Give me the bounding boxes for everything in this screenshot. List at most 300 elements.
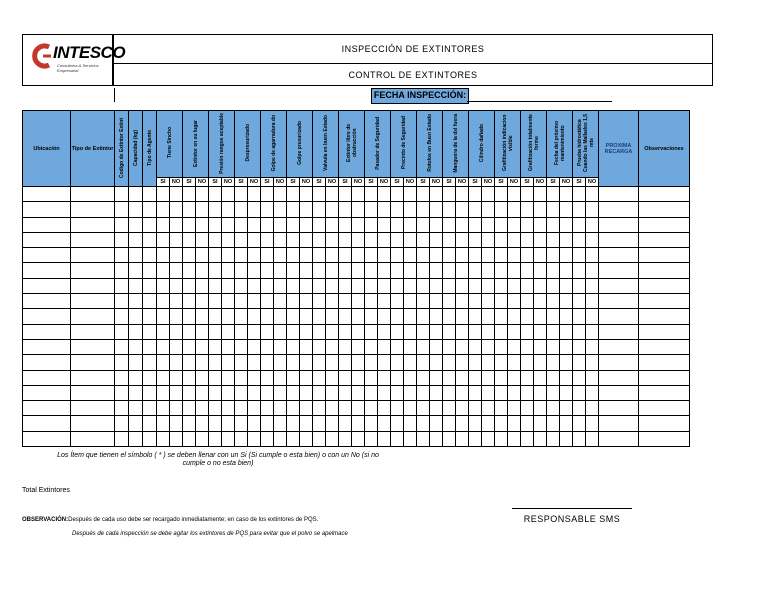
table-cell[interactable]	[248, 339, 261, 354]
table-cell[interactable]	[183, 263, 196, 278]
table-cell[interactable]	[365, 217, 378, 232]
table-cell[interactable]	[599, 339, 639, 354]
table-cell[interactable]	[586, 431, 599, 446]
table-cell[interactable]	[365, 370, 378, 385]
table-cell[interactable]	[170, 278, 183, 293]
table-cell[interactable]	[261, 217, 274, 232]
table-cell[interactable]	[222, 355, 235, 370]
table-cell[interactable]	[443, 416, 456, 431]
table-cell[interactable]	[391, 385, 404, 400]
table-cell[interactable]	[326, 324, 339, 339]
table-cell[interactable]	[326, 294, 339, 309]
table-cell[interactable]	[115, 355, 129, 370]
table-cell[interactable]	[391, 248, 404, 263]
table-cell[interactable]	[23, 401, 71, 416]
table-cell[interactable]	[313, 401, 326, 416]
table-cell[interactable]	[274, 431, 287, 446]
table-cell[interactable]	[170, 187, 183, 202]
table-cell[interactable]	[417, 248, 430, 263]
table-cell[interactable]	[508, 385, 521, 400]
table-cell[interactable]	[222, 187, 235, 202]
table-cell[interactable]	[573, 431, 586, 446]
table-cell[interactable]	[183, 232, 196, 247]
table-cell[interactable]	[71, 431, 115, 446]
table-cell[interactable]	[391, 187, 404, 202]
table-cell[interactable]	[313, 278, 326, 293]
table-cell[interactable]	[129, 278, 143, 293]
table-cell[interactable]	[129, 370, 143, 385]
table-cell[interactable]	[170, 370, 183, 385]
table-cell[interactable]	[129, 263, 143, 278]
table-cell[interactable]	[378, 217, 391, 232]
table-cell[interactable]	[365, 416, 378, 431]
table-cell[interactable]	[365, 202, 378, 217]
table-cell[interactable]	[586, 370, 599, 385]
table-cell[interactable]	[313, 202, 326, 217]
table-cell[interactable]	[495, 339, 508, 354]
table-cell[interactable]	[300, 339, 313, 354]
table-cell[interactable]	[508, 431, 521, 446]
table-cell[interactable]	[287, 248, 300, 263]
table-cell[interactable]	[404, 401, 417, 416]
table-cell[interactable]	[534, 416, 547, 431]
table-cell[interactable]	[196, 217, 209, 232]
table-cell[interactable]	[313, 248, 326, 263]
table-cell[interactable]	[469, 370, 482, 385]
table-cell[interactable]	[326, 431, 339, 446]
table-cell[interactable]	[586, 187, 599, 202]
table-cell[interactable]	[115, 370, 129, 385]
table-cell[interactable]	[326, 263, 339, 278]
table-cell[interactable]	[534, 263, 547, 278]
table-cell[interactable]	[417, 339, 430, 354]
table-cell[interactable]	[456, 385, 469, 400]
table-cell[interactable]	[300, 385, 313, 400]
table-cell[interactable]	[71, 217, 115, 232]
table-cell[interactable]	[508, 217, 521, 232]
table-cell[interactable]	[222, 294, 235, 309]
table-cell[interactable]	[143, 355, 157, 370]
table-cell[interactable]	[495, 248, 508, 263]
table-cell[interactable]	[378, 324, 391, 339]
table-cell[interactable]	[170, 385, 183, 400]
table-cell[interactable]	[534, 187, 547, 202]
table-cell[interactable]	[456, 431, 469, 446]
table-cell[interactable]	[339, 339, 352, 354]
table-cell[interactable]	[157, 278, 170, 293]
table-cell[interactable]	[365, 187, 378, 202]
table-cell[interactable]	[599, 385, 639, 400]
table-cell[interactable]	[599, 370, 639, 385]
table-cell[interactable]	[209, 278, 222, 293]
table-cell[interactable]	[339, 355, 352, 370]
table-cell[interactable]	[300, 431, 313, 446]
table-cell[interactable]	[274, 309, 287, 324]
table-cell[interactable]	[456, 416, 469, 431]
table-cell[interactable]	[391, 401, 404, 416]
table-cell[interactable]	[339, 187, 352, 202]
table-cell[interactable]	[71, 370, 115, 385]
table-cell[interactable]	[547, 324, 560, 339]
table-cell[interactable]	[287, 401, 300, 416]
table-cell[interactable]	[339, 431, 352, 446]
table-cell[interactable]	[547, 401, 560, 416]
table-cell[interactable]	[599, 263, 639, 278]
table-cell[interactable]	[209, 370, 222, 385]
table-cell[interactable]	[586, 263, 599, 278]
table-cell[interactable]	[573, 187, 586, 202]
table-cell[interactable]	[521, 431, 534, 446]
table-cell[interactable]	[495, 202, 508, 217]
table-cell[interactable]	[129, 385, 143, 400]
table-cell[interactable]	[261, 202, 274, 217]
table-cell[interactable]	[339, 370, 352, 385]
table-cell[interactable]	[547, 416, 560, 431]
table-cell[interactable]	[639, 370, 690, 385]
table-cell[interactable]	[521, 294, 534, 309]
table-cell[interactable]	[352, 339, 365, 354]
table-cell[interactable]	[404, 309, 417, 324]
table-cell[interactable]	[313, 324, 326, 339]
table-cell[interactable]	[183, 385, 196, 400]
table-cell[interactable]	[326, 339, 339, 354]
table-cell[interactable]	[521, 385, 534, 400]
table-cell[interactable]	[547, 263, 560, 278]
table-cell[interactable]	[639, 278, 690, 293]
table-cell[interactable]	[495, 309, 508, 324]
table-cell[interactable]	[129, 401, 143, 416]
table-cell[interactable]	[274, 187, 287, 202]
table-cell[interactable]	[430, 339, 443, 354]
table-cell[interactable]	[586, 294, 599, 309]
table-cell[interactable]	[170, 416, 183, 431]
table-cell[interactable]	[71, 232, 115, 247]
table-cell[interactable]	[534, 202, 547, 217]
table-cell[interactable]	[639, 431, 690, 446]
table-cell[interactable]	[23, 263, 71, 278]
table-cell[interactable]	[339, 278, 352, 293]
table-cell[interactable]	[274, 202, 287, 217]
table-cell[interactable]	[456, 339, 469, 354]
table-cell[interactable]	[222, 202, 235, 217]
table-cell[interactable]	[417, 431, 430, 446]
table-cell[interactable]	[115, 431, 129, 446]
table-cell[interactable]	[300, 309, 313, 324]
table-cell[interactable]	[313, 217, 326, 232]
table-cell[interactable]	[261, 232, 274, 247]
table-cell[interactable]	[143, 416, 157, 431]
table-cell[interactable]	[235, 278, 248, 293]
table-cell[interactable]	[417, 294, 430, 309]
table-cell[interactable]	[115, 401, 129, 416]
table-cell[interactable]	[586, 248, 599, 263]
table-cell[interactable]	[469, 217, 482, 232]
table-cell[interactable]	[639, 217, 690, 232]
table-cell[interactable]	[482, 431, 495, 446]
table-cell[interactable]	[71, 248, 115, 263]
table-cell[interactable]	[482, 202, 495, 217]
table-cell[interactable]	[222, 309, 235, 324]
table-cell[interactable]	[261, 370, 274, 385]
table-cell[interactable]	[560, 217, 573, 232]
table-cell[interactable]	[365, 294, 378, 309]
table-cell[interactable]	[143, 385, 157, 400]
table-cell[interactable]	[365, 355, 378, 370]
table-cell[interactable]	[547, 187, 560, 202]
table-cell[interactable]	[287, 324, 300, 339]
table-cell[interactable]	[143, 401, 157, 416]
table-cell[interactable]	[456, 202, 469, 217]
table-cell[interactable]	[71, 401, 115, 416]
table-cell[interactable]	[196, 401, 209, 416]
table-cell[interactable]	[639, 416, 690, 431]
table-cell[interactable]	[352, 416, 365, 431]
table-cell[interactable]	[339, 294, 352, 309]
table-cell[interactable]	[573, 232, 586, 247]
table-cell[interactable]	[313, 187, 326, 202]
table-cell[interactable]	[143, 370, 157, 385]
table-cell[interactable]	[71, 339, 115, 354]
table-cell[interactable]	[573, 202, 586, 217]
table-cell[interactable]	[508, 187, 521, 202]
table-cell[interactable]	[599, 294, 639, 309]
table-cell[interactable]	[391, 416, 404, 431]
table-cell[interactable]	[209, 416, 222, 431]
table-cell[interactable]	[639, 202, 690, 217]
table-cell[interactable]	[274, 401, 287, 416]
table-cell[interactable]	[430, 401, 443, 416]
table-cell[interactable]	[417, 324, 430, 339]
table-cell[interactable]	[248, 294, 261, 309]
table-cell[interactable]	[495, 431, 508, 446]
table-cell[interactable]	[482, 385, 495, 400]
table-cell[interactable]	[534, 431, 547, 446]
table-cell[interactable]	[365, 232, 378, 247]
table-cell[interactable]	[313, 355, 326, 370]
table-cell[interactable]	[326, 248, 339, 263]
table-cell[interactable]	[639, 309, 690, 324]
table-cell[interactable]	[352, 309, 365, 324]
table-cell[interactable]	[222, 385, 235, 400]
table-cell[interactable]	[196, 202, 209, 217]
table-cell[interactable]	[599, 401, 639, 416]
table-cell[interactable]	[534, 339, 547, 354]
table-cell[interactable]	[300, 294, 313, 309]
table-cell[interactable]	[378, 248, 391, 263]
table-cell[interactable]	[300, 324, 313, 339]
table-cell[interactable]	[469, 385, 482, 400]
table-cell[interactable]	[443, 355, 456, 370]
table-cell[interactable]	[157, 401, 170, 416]
table-cell[interactable]	[495, 385, 508, 400]
table-cell[interactable]	[469, 248, 482, 263]
table-cell[interactable]	[129, 187, 143, 202]
table-cell[interactable]	[573, 339, 586, 354]
table-cell[interactable]	[456, 294, 469, 309]
table-cell[interactable]	[639, 355, 690, 370]
table-cell[interactable]	[365, 339, 378, 354]
table-cell[interactable]	[391, 370, 404, 385]
table-cell[interactable]	[495, 355, 508, 370]
table-cell[interactable]	[352, 401, 365, 416]
table-cell[interactable]	[443, 324, 456, 339]
table-cell[interactable]	[547, 385, 560, 400]
table-cell[interactable]	[274, 370, 287, 385]
table-cell[interactable]	[23, 431, 71, 446]
table-cell[interactable]	[599, 431, 639, 446]
table-cell[interactable]	[560, 187, 573, 202]
table-cell[interactable]	[495, 416, 508, 431]
table-cell[interactable]	[261, 385, 274, 400]
table-cell[interactable]	[222, 263, 235, 278]
table-cell[interactable]	[573, 278, 586, 293]
table-cell[interactable]	[456, 309, 469, 324]
table-cell[interactable]	[378, 355, 391, 370]
table-cell[interactable]	[573, 385, 586, 400]
table-cell[interactable]	[599, 217, 639, 232]
table-cell[interactable]	[391, 309, 404, 324]
table-cell[interactable]	[430, 309, 443, 324]
table-cell[interactable]	[196, 248, 209, 263]
table-cell[interactable]	[196, 324, 209, 339]
table-cell[interactable]	[378, 339, 391, 354]
table-cell[interactable]	[222, 401, 235, 416]
table-cell[interactable]	[560, 309, 573, 324]
table-cell[interactable]	[599, 202, 639, 217]
table-cell[interactable]	[547, 217, 560, 232]
table-cell[interactable]	[508, 294, 521, 309]
table-cell[interactable]	[339, 324, 352, 339]
table-cell[interactable]	[391, 217, 404, 232]
table-cell[interactable]	[586, 324, 599, 339]
table-cell[interactable]	[495, 217, 508, 232]
table-cell[interactable]	[300, 278, 313, 293]
table-cell[interactable]	[248, 416, 261, 431]
table-cell[interactable]	[157, 187, 170, 202]
table-cell[interactable]	[391, 202, 404, 217]
table-cell[interactable]	[287, 278, 300, 293]
table-cell[interactable]	[404, 232, 417, 247]
table-cell[interactable]	[274, 339, 287, 354]
table-cell[interactable]	[261, 401, 274, 416]
table-cell[interactable]	[235, 232, 248, 247]
table-cell[interactable]	[287, 431, 300, 446]
table-cell[interactable]	[23, 248, 71, 263]
table-cell[interactable]	[352, 278, 365, 293]
table-cell[interactable]	[404, 263, 417, 278]
table-cell[interactable]	[391, 263, 404, 278]
table-cell[interactable]	[209, 401, 222, 416]
table-cell[interactable]	[443, 370, 456, 385]
table-cell[interactable]	[417, 370, 430, 385]
table-cell[interactable]	[313, 339, 326, 354]
table-cell[interactable]	[521, 187, 534, 202]
table-cell[interactable]	[560, 263, 573, 278]
table-cell[interactable]	[209, 431, 222, 446]
table-cell[interactable]	[534, 217, 547, 232]
table-cell[interactable]	[404, 324, 417, 339]
table-cell[interactable]	[469, 339, 482, 354]
table-cell[interactable]	[482, 309, 495, 324]
table-cell[interactable]	[183, 187, 196, 202]
table-cell[interactable]	[143, 217, 157, 232]
table-cell[interactable]	[326, 202, 339, 217]
table-cell[interactable]	[430, 294, 443, 309]
table-cell[interactable]	[23, 232, 71, 247]
table-cell[interactable]	[443, 401, 456, 416]
table-cell[interactable]	[274, 263, 287, 278]
table-cell[interactable]	[443, 217, 456, 232]
table-cell[interactable]	[183, 431, 196, 446]
table-cell[interactable]	[560, 355, 573, 370]
table-cell[interactable]	[547, 232, 560, 247]
table-cell[interactable]	[23, 324, 71, 339]
table-cell[interactable]	[573, 355, 586, 370]
table-cell[interactable]	[339, 309, 352, 324]
table-cell[interactable]	[183, 217, 196, 232]
table-cell[interactable]	[430, 431, 443, 446]
table-cell[interactable]	[508, 309, 521, 324]
table-cell[interactable]	[143, 294, 157, 309]
table-cell[interactable]	[235, 385, 248, 400]
table-cell[interactable]	[534, 370, 547, 385]
table-cell[interactable]	[495, 401, 508, 416]
table-cell[interactable]	[404, 339, 417, 354]
table-cell[interactable]	[378, 202, 391, 217]
table-cell[interactable]	[430, 355, 443, 370]
table-cell[interactable]	[639, 324, 690, 339]
table-cell[interactable]	[222, 324, 235, 339]
table-cell[interactable]	[547, 202, 560, 217]
table-cell[interactable]	[586, 202, 599, 217]
table-cell[interactable]	[404, 202, 417, 217]
table-cell[interactable]	[521, 416, 534, 431]
table-cell[interactable]	[129, 248, 143, 263]
table-cell[interactable]	[261, 324, 274, 339]
table-cell[interactable]	[157, 339, 170, 354]
table-cell[interactable]	[430, 217, 443, 232]
table-cell[interactable]	[404, 217, 417, 232]
table-cell[interactable]	[573, 217, 586, 232]
table-cell[interactable]	[157, 232, 170, 247]
table-cell[interactable]	[482, 248, 495, 263]
table-cell[interactable]	[534, 401, 547, 416]
table-cell[interactable]	[261, 309, 274, 324]
table-cell[interactable]	[196, 385, 209, 400]
table-cell[interactable]	[23, 309, 71, 324]
table-cell[interactable]	[456, 355, 469, 370]
table-cell[interactable]	[586, 339, 599, 354]
table-cell[interactable]	[183, 355, 196, 370]
table-cell[interactable]	[508, 339, 521, 354]
table-cell[interactable]	[157, 370, 170, 385]
table-cell[interactable]	[222, 217, 235, 232]
table-cell[interactable]	[209, 309, 222, 324]
table-cell[interactable]	[534, 278, 547, 293]
table-cell[interactable]	[115, 187, 129, 202]
table-cell[interactable]	[196, 370, 209, 385]
table-cell[interactable]	[196, 416, 209, 431]
table-cell[interactable]	[443, 431, 456, 446]
table-cell[interactable]	[274, 416, 287, 431]
table-cell[interactable]	[71, 355, 115, 370]
table-cell[interactable]	[430, 232, 443, 247]
table-cell[interactable]	[469, 294, 482, 309]
table-cell[interactable]	[469, 355, 482, 370]
table-cell[interactable]	[143, 309, 157, 324]
table-cell[interactable]	[599, 248, 639, 263]
table-cell[interactable]	[508, 401, 521, 416]
